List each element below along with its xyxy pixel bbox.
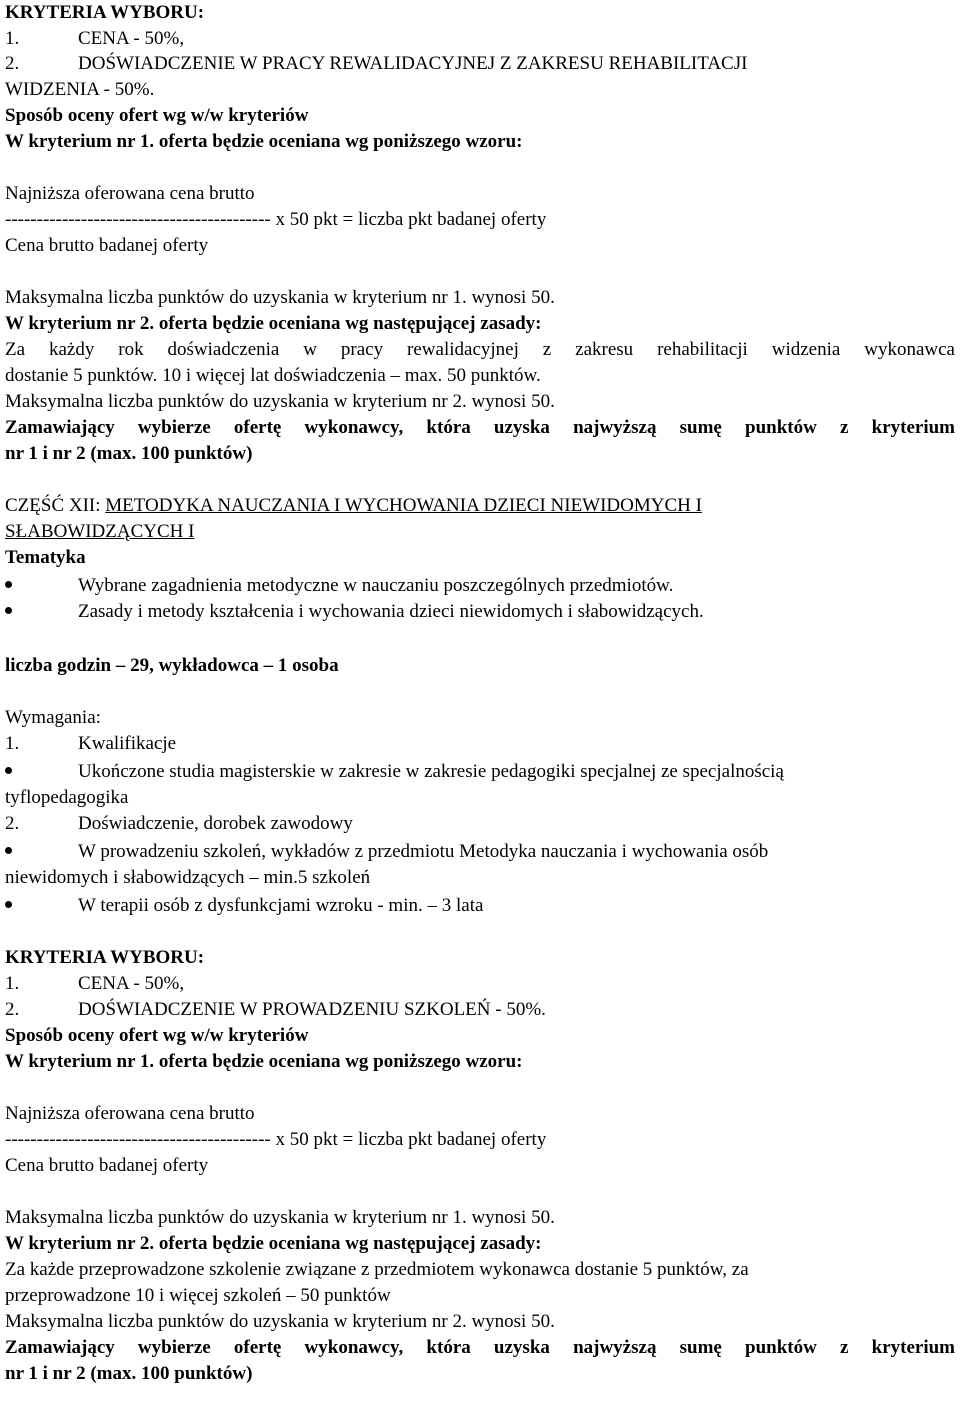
criteria-heading: KRYTERIA WYBORU: bbox=[5, 947, 205, 968]
formula-numerator: Najniższa oferowana cena brutto bbox=[5, 183, 255, 204]
hours-info: liczba godzin – 29, wykładowca – 1 osoba bbox=[5, 655, 339, 676]
criterion-1-text: CENA - 50%, bbox=[78, 28, 185, 49]
criterion-1 bbox=[5, 27, 184, 50]
max-points-criterion-1: Maksymalna liczba punktów do uzyskania w kryterium nr 1. wynosi 50. bbox=[5, 1207, 555, 1228]
criterion-2-description: Za każde przeprowadzone szkolenie związane z przedmiotem wykonawca dostanie 5 punktów, za bbox=[5, 1259, 749, 1280]
formula-line: ------------------------------------------ x 50 pkt = liczba pkt badanej oferty bbox=[5, 209, 547, 230]
bullet-icon bbox=[5, 901, 12, 908]
formula-numerator: Najniższa oferowana cena brutto bbox=[5, 1103, 255, 1124]
bullet-icon bbox=[5, 607, 12, 614]
experience-item-continued: niewidomych i słabowidzących – min.5 szkoleń bbox=[5, 867, 371, 888]
topics-heading: Tematyka bbox=[5, 547, 86, 568]
max-points-criterion-2: Maksymalna liczba punktów do uzyskania w kryterium nr 2. wynosi 50. bbox=[5, 391, 555, 412]
selection-rule: Zamawiający wybierze ofertę wykonawcy, która uzyska najwyższą sumę punktów z kryterium bbox=[5, 417, 955, 438]
criterion-2-rule: W kryterium nr 2. oferta będzie oceniana wg następującej zasady: bbox=[5, 313, 542, 334]
selection-rule: Zamawiający wybierze ofertę wykonawcy, która uzyska najwyższą sumę punktów z kryterium bbox=[5, 1337, 955, 1358]
criterion-2-description-continued: dostanie 5 punktów. 10 i więcej lat doświadczenia – max. 50 punktów. bbox=[5, 365, 541, 386]
criterion-1-rule: W kryterium nr 1. oferta będzie oceniana wg poniższego wzoru: bbox=[5, 131, 523, 152]
selection-rule-continued: nr 1 i nr 2 (max. 100 punktów) bbox=[5, 443, 253, 464]
requirements-heading: Wymagania: bbox=[5, 707, 101, 728]
criterion-1-number: 1. bbox=[5, 28, 20, 49]
max-points-criterion-2: Maksymalna liczba punktów do uzyskania w kryterium nr 2. wynosi 50. bbox=[5, 1311, 555, 1332]
experience-heading: 2. Doświadczenie, dorobek zawodowy bbox=[5, 813, 353, 834]
criterion-1-rule: W kryterium nr 1. oferta będzie oceniana wg poniższego wzoru: bbox=[5, 1051, 523, 1072]
criterion-2-number: 2. bbox=[5, 53, 20, 74]
part-title bbox=[5, 494, 702, 517]
formula-line: ------------------------------------------ x 50 pkt = liczba pkt badanej oferty bbox=[5, 1129, 547, 1150]
bullet-icon bbox=[5, 581, 12, 588]
criterion-2-continued: WIDZENIA - 50%. bbox=[5, 79, 155, 100]
evaluation-method: Sposób oceny ofert wg w/w kryteriów bbox=[5, 1025, 309, 1046]
part-prefix: CZĘŚĆ XII: bbox=[5, 495, 106, 516]
evaluation-method: Sposób oceny ofert wg w/w kryteriów bbox=[5, 105, 309, 126]
criterion-2-description: Za każdy rok doświadczenia w pracy rewalidacyjnej z zakresu rehabilitacji widzenia wykonawca bbox=[5, 339, 955, 360]
criterion-2 bbox=[5, 52, 747, 75]
criterion-2: 2. DOŚWIADCZENIE W PROWADZENIU SZKOLEŃ - 50%. bbox=[5, 999, 546, 1020]
selection-rule-continued: nr 1 i nr 2 (max. 100 punktów) bbox=[5, 1363, 253, 1384]
bullet-icon bbox=[5, 847, 12, 854]
part-title-continued: SŁABOWIDZĄCYCH I bbox=[5, 521, 195, 542]
criterion-2-description-continued: przeprowadzone 10 i więcej szkoleń – 50 punktów bbox=[5, 1285, 391, 1306]
qualification-item-continued: tyflopedagogika bbox=[5, 787, 129, 808]
bullet-icon bbox=[5, 767, 12, 774]
part-title-text: METODYKA NAUCZANIA I WYCHOWANIA DZIECI NIEWIDOMYCH I bbox=[105, 495, 702, 516]
formula-denominator: Cena brutto badanej oferty bbox=[5, 1155, 209, 1176]
formula-denominator: Cena brutto badanej oferty bbox=[5, 235, 209, 256]
qualifications-heading: 1. Kwalifikacje bbox=[5, 733, 177, 754]
criterion-2-rule: W kryterium nr 2. oferta będzie oceniana wg następującej zasady: bbox=[5, 1233, 542, 1254]
max-points-criterion-1: Maksymalna liczba punktów do uzyskania w kryterium nr 1. wynosi 50. bbox=[5, 287, 555, 308]
document-page: KRYTERIA WYBORU: 1. CENA - 50%, 2. DOŚWIADCZENIE W PRACY REWALIDACYJNEJ Z ZAKRESU REHABILITACJI WIDZENIA - 50%. Sposób oceny ofert wg w/w kryteriów W kryterium nr 1. oferta będzie oceniana wg poniższego wzoru: Najniższa oferowana cena brutto ------------------------------------------ x 50 pkt = liczba pkt badanej oferty Cena brutto badanej oferty Maksymalna liczba punktów do uzyskania w kryterium nr 1. wynosi 50. W kryterium nr 2. oferta będzie oceniana wg następującej zasady: Za każdy rok doświadczenia w pracy rewalidacyjnej z zakresu rehabilitacji widzenia wykonawca dostanie 5 punktów. 10 i więcej lat doświadczenia – max. 50 punktów. Maksymalna liczba punktów do uzyskania w kryterium nr 2. wynosi 50. Zamawiający wybierze ofertę wykonawcy, która uzyska najwyższą sumę punktów z kryterium nr 1 i nr 2 (max. 100 punktów) CZĘŚĆ XII: METODYKA NAUCZANIA I WYCHOWANIA DZIECI NIEWIDOMYCH I SŁABOWIDZĄCYCH I Tematyka Wybrane zagadnienia metodyczne w nauczaniu poszczególnych przedmiotów. Zasady i metody kształcenia i wychowania dzieci niewidomych i słabowidzących. liczba godzin – 29, wykładowca – 1 osoba Wymagania: 1. Kwalifikacje Ukończone studia magisterskie w zakresie w zakresie pedagogiki specjalnej ze specjalnością tyflopedagogika 2. Doświadczenie, dorobek zawodowy W prowadzeniu szkoleń, wykładów z przedmiotu Metodyka nauczania i wychowania osób niewidomych i słabowidzących – min.5 szkoleń W terapii osób z dysfunkcjami wzroku - min. – 3 lata KRYTERIA WYBORU: 1. CENA - 50%, 2. DOŚWIADCZENIE W PROWADZENIU SZKOLEŃ - 50%. Sposób oceny ofert wg w/w kryteriów W kryterium nr 1. oferta będzie oceniana wg poniższego wzoru: Najniższa oferowana cena brutto ------------------------------------------ x 50 pkt = liczba pkt badanej oferty Cena brutto badanej oferty Maksymalna liczba punktów do uzyskania w kryterium nr 1. wynosi 50. W kryterium nr 2. oferta będzie oceniana wg następującej zasady: Za każde przeprowadzone szkolenie związane z przedmiotem wykonawca dostanie 5 punktów, za przeprowadzone 10 i więcej szkoleń – 50 punktów Maksymalna liczba punktów do uzyskania w kryterium nr 2. wynosi 50. Zamawiający wybierze ofertę wykonawcy, która uzyska najwyższą sumę punktów z kryterium nr 1 i nr 2 (max. 100 punktów) bbox=[5, 2, 955, 1384]
criterion-2-text: DOŚWIADCZENIE W PRACY REWALIDACYJNEJ Z ZAKRESU REHABILITACJI bbox=[78, 53, 748, 74]
criterion-1: 1. CENA - 50%, bbox=[5, 973, 185, 994]
criteria-heading: KRYTERIA WYBORU: bbox=[5, 2, 205, 23]
